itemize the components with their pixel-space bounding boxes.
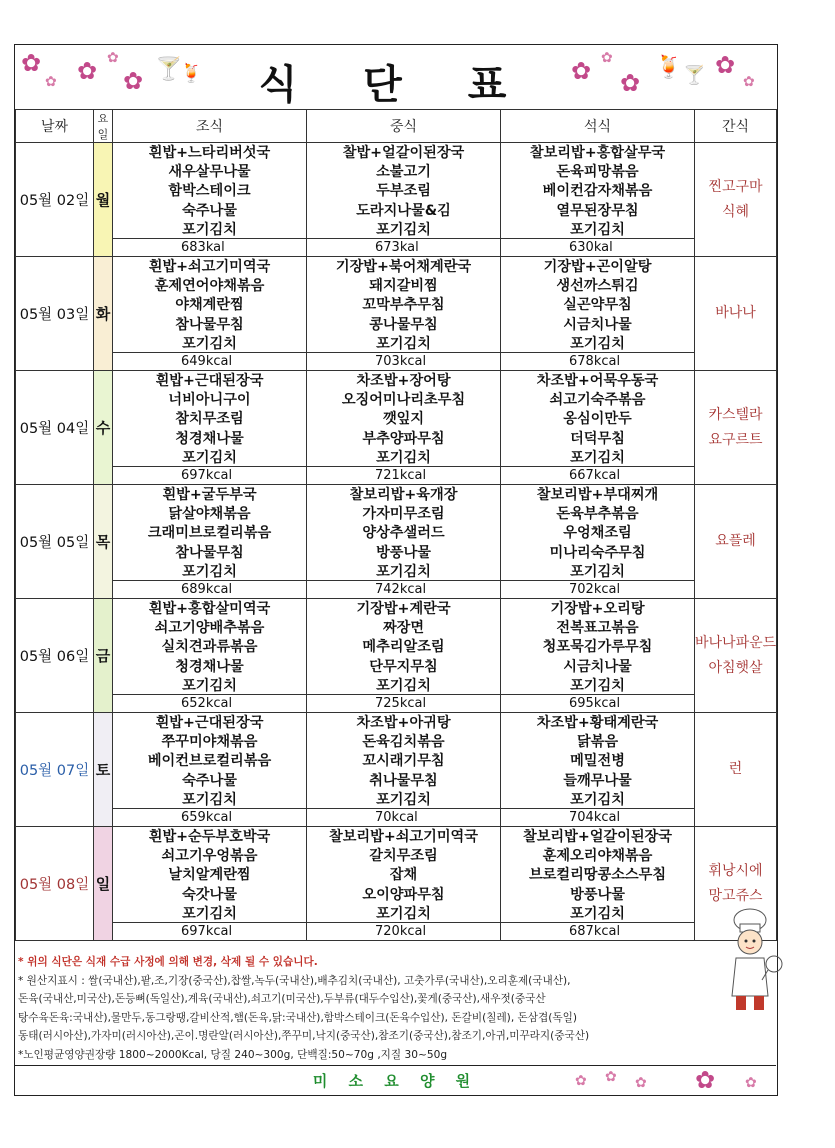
kcal-value: 687kcal xyxy=(501,922,694,940)
snack-item: 요구르트 xyxy=(708,431,763,448)
breakfast-cell xyxy=(113,599,307,713)
dish-item: 시금치나물 xyxy=(563,658,632,675)
dinner-cell xyxy=(501,485,695,599)
table-row xyxy=(16,485,777,599)
flower-icon: ✿ xyxy=(635,1075,647,1091)
dish-item: 기장밥+북어채계란국 xyxy=(335,259,472,275)
date-cell: 05월 02일 xyxy=(16,143,94,257)
dish-list xyxy=(307,257,500,352)
dish-item: 청경채나물 xyxy=(175,430,244,447)
lunch-cell xyxy=(307,599,501,713)
table-row xyxy=(16,371,777,485)
lunch-cell xyxy=(307,713,501,827)
dish-item: 기장밥+계란국 xyxy=(356,601,451,617)
dish-item: 야채계란찜 xyxy=(175,297,244,314)
dish-item: 흰밥+굴두부국 xyxy=(162,487,257,503)
dish-item: 찰보리밥+얼갈이된장국 xyxy=(523,829,672,845)
kcal-value: 702kcal xyxy=(501,580,694,598)
dish-item: 돈육부추볶음 xyxy=(556,506,639,523)
snack-item: 바나나파운드 xyxy=(695,634,777,651)
table-row xyxy=(16,713,777,827)
dish-item: 흰밥+근대된장국 xyxy=(155,715,264,731)
dish-list xyxy=(113,827,306,922)
kcal-value: 673kal xyxy=(307,238,500,256)
dish-item: 숙갓나물 xyxy=(182,886,237,903)
dish-item: 포기김치 xyxy=(570,449,625,466)
dish-item: 양상추샐러드 xyxy=(362,525,445,542)
lunch-cell xyxy=(307,485,501,599)
dish-list xyxy=(307,485,500,580)
dish-item: 차조밥+장어탕 xyxy=(356,373,451,389)
header-dinner: 석식 xyxy=(501,110,695,143)
breakfast-cell xyxy=(113,371,307,485)
dish-item: 베이컨감자채볶음 xyxy=(542,183,653,200)
dish-item: 포기김치 xyxy=(376,449,431,466)
dish-item: 포기김치 xyxy=(182,221,237,238)
table-row xyxy=(16,599,777,713)
kcal-value: 720kcal xyxy=(307,922,500,940)
dish-item: 포기김치 xyxy=(182,791,237,808)
header-snack: 간식 xyxy=(695,110,777,143)
dish-item: 들깨무나물 xyxy=(563,772,632,789)
note-line: 동태(러시아산),가자미(러시아산),곤이.명란알(러시아산),쭈꾸미,낙지(중국산),참조기(중국산),참조기,아귀,미꾸라지(중국산) xyxy=(18,1030,590,1043)
kcal-value: 630kal xyxy=(501,238,694,256)
flower-icon: ✿ xyxy=(21,49,42,77)
snack-item: 런 xyxy=(728,761,743,777)
dish-item: 닭볶음 xyxy=(576,734,619,751)
kcal-value: 695kcal xyxy=(501,694,694,712)
dish-item: 차조밥+아귀탕 xyxy=(356,715,451,731)
dish-item: 단무지무침 xyxy=(369,658,438,675)
breakfast-cell xyxy=(113,827,307,941)
dish-item: 닭살야채볶음 xyxy=(168,506,251,523)
dish-item: 포기김치 xyxy=(376,677,431,694)
lunch-cell xyxy=(307,371,501,485)
dish-item: 참나물무침 xyxy=(175,544,244,561)
flower-icon: ✿ xyxy=(695,1066,716,1094)
flower-icon: ✿ xyxy=(743,74,755,90)
dish-item: 생선까스튀김 xyxy=(556,278,639,295)
kcal-value: 697kcal xyxy=(113,922,306,940)
dish-item: 시금치나물 xyxy=(563,316,632,333)
dish-item: 쇠고기양배추볶음 xyxy=(154,620,265,637)
header-lunch: 중식 xyxy=(307,110,501,143)
title-band xyxy=(15,45,776,110)
dinner-cell xyxy=(501,371,695,485)
kcal-value: 697kcal xyxy=(113,466,306,484)
dish-item: 흰밥+근대된장국 xyxy=(155,373,264,389)
weekday-cell: 월 xyxy=(94,143,113,257)
dish-item: 쭈꾸미야채볶음 xyxy=(161,734,258,751)
snack-item: 요플레 xyxy=(715,533,756,549)
snack-cell xyxy=(695,371,777,485)
dish-item: 꼬막부추무침 xyxy=(362,297,445,314)
dish-item: 옹심이만두 xyxy=(563,411,632,428)
dish-item: 우엉채조림 xyxy=(563,525,632,542)
snack-cell xyxy=(695,143,777,257)
dish-item: 포기김치 xyxy=(570,221,625,238)
snack-cell xyxy=(695,485,777,599)
dish-item: 포기김치 xyxy=(182,563,237,580)
dish-item: 참나물무침 xyxy=(175,316,244,333)
dish-item: 포기김치 xyxy=(570,791,625,808)
footer-band xyxy=(15,1065,776,1096)
facility-name: 미 소 요 양 원 xyxy=(312,1072,479,1090)
date-cell: 05월 07일 xyxy=(16,713,94,827)
date-cell: 05월 05일 xyxy=(16,485,94,599)
dinner-cell xyxy=(501,713,695,827)
dish-item: 너비아니구이 xyxy=(168,392,251,409)
kcal-value: 703kcal xyxy=(307,352,500,370)
kcal-value: 649kcal xyxy=(113,352,306,370)
dish-item: 차조밥+황태계란국 xyxy=(536,715,659,731)
cocktail-icon: 🍹 xyxy=(180,63,203,84)
date-cell: 05월 03일 xyxy=(16,257,94,371)
note-line: 돈육(국내산,미국산),돈등뼈(독일산),계육(국내산),쇠고기(미국산),두부류(대두수입산),꽃게(중국산),새우젓(중국산 xyxy=(18,993,546,1006)
dish-item: 꼬시래기무침 xyxy=(362,753,445,770)
dish-item: 전복표고볶음 xyxy=(556,620,639,637)
dish-item: 훈제연어야채볶음 xyxy=(154,278,265,295)
dish-item: 잡채 xyxy=(389,867,418,884)
dish-item: 깻잎지 xyxy=(382,411,425,428)
dish-item: 브로컬리땅콩소스무침 xyxy=(528,867,667,884)
dish-item: 더덕무침 xyxy=(570,430,625,447)
note-line: 탕수육돈육:국내산),물만두,동그랑땡,갈비산적,햄(돈육,닭:국내산),함박스테이크(돈육수입산), 돈갈비(칠레), 돈삼겹(독일) xyxy=(18,1011,577,1024)
menu-table xyxy=(15,109,777,941)
dish-list xyxy=(113,143,306,238)
dish-item: 찰보리밥+홍합살무국 xyxy=(529,145,666,161)
weekday-cell: 화 xyxy=(94,257,113,371)
flower-icon: ✿ xyxy=(715,51,736,79)
dish-item: 오징어미나리초무침 xyxy=(341,392,466,409)
page-title: 식 단 표 xyxy=(258,62,533,108)
dish-item: 가자미무조림 xyxy=(362,506,445,523)
dish-item: 기장밥+곤이알탕 xyxy=(543,259,652,275)
dish-item: 날치알계란찜 xyxy=(168,867,251,884)
weekday-cell: 목 xyxy=(94,485,113,599)
snack-item: 식혜 xyxy=(721,203,750,220)
breakfast-cell xyxy=(113,485,307,599)
dish-item: 찰보리밥+육개장 xyxy=(349,487,458,503)
dish-item: 새우살무나물 xyxy=(168,164,251,181)
chef-illustration xyxy=(718,906,788,1016)
snack-cell xyxy=(695,257,777,371)
flower-icon: ✿ xyxy=(571,57,592,85)
dish-item: 찰보리밥+부대찌개 xyxy=(536,487,659,503)
dish-list xyxy=(113,599,306,694)
kcal-value: 683kal xyxy=(113,238,306,256)
dish-list xyxy=(113,713,306,808)
dish-item: 흰밥+느타리버섯국 xyxy=(148,145,271,161)
dish-list xyxy=(501,143,694,238)
snack-item: 망고쥬스 xyxy=(708,887,763,904)
dish-item: 도라지나물&김 xyxy=(356,202,451,219)
lunch-cell xyxy=(307,827,501,941)
dish-item: 오이양파무침 xyxy=(362,886,445,903)
dish-item: 돈육피망볶음 xyxy=(556,164,639,181)
dish-item: 열무된장무침 xyxy=(556,202,639,219)
dish-item: 포기김치 xyxy=(570,563,625,580)
flower-icon: ✿ xyxy=(575,1073,587,1089)
weekday-cell: 토 xyxy=(94,713,113,827)
kcal-value: 725kcal xyxy=(307,694,500,712)
dinner-cell xyxy=(501,827,695,941)
notes xyxy=(18,953,758,1065)
dish-item: 기장밥+오리탕 xyxy=(550,601,645,617)
flower-icon: ✿ xyxy=(605,1069,617,1085)
table-row xyxy=(16,143,777,257)
dish-item: 갈치무조림 xyxy=(369,848,438,865)
dish-item: 청경채나물 xyxy=(175,658,244,675)
kcal-value: 667kcal xyxy=(501,466,694,484)
note-line: * 원산지표시 : 쌀(국내산),팥,조,기장(중국산),찹쌀,녹두(국내산),배추김치(국내산), 고춧가루(국내산),오리훈제(국내산), xyxy=(18,974,571,987)
dish-item: 방풍나물 xyxy=(570,886,625,903)
menu-sheet xyxy=(14,44,778,1096)
dish-list xyxy=(113,257,306,352)
snack-item: 찐고구마 xyxy=(708,178,763,195)
breakfast-cell xyxy=(113,257,307,371)
snack-item: 아침햇살 xyxy=(708,659,763,676)
dish-item: 크래미브로컬리볶음 xyxy=(147,525,272,542)
dish-item: 부추양파무침 xyxy=(362,430,445,447)
dish-item: 돈육김치볶음 xyxy=(362,734,445,751)
dinner-cell xyxy=(501,599,695,713)
kcal-value: 704kcal xyxy=(501,808,694,826)
dish-item: 함박스테이크 xyxy=(168,183,251,200)
flower-icon: ✿ xyxy=(620,69,641,97)
dish-item: 돼지갈비찜 xyxy=(369,278,438,295)
dish-item: 두부조림 xyxy=(376,183,431,200)
dish-item: 베이컨브로컬리볶음 xyxy=(147,753,272,770)
dish-list xyxy=(501,599,694,694)
dish-list xyxy=(501,371,694,466)
dish-list xyxy=(501,485,694,580)
dish-item: 찰보리밥+쇠고기미역국 xyxy=(329,829,478,845)
dish-item: 취나물무침 xyxy=(369,772,438,789)
snack-item: 휘낭시에 xyxy=(708,862,763,879)
dish-list xyxy=(307,713,500,808)
flower-icon: ✿ xyxy=(745,1075,757,1091)
dish-item: 포기김치 xyxy=(376,335,431,352)
weekday-cell: 금 xyxy=(94,599,113,713)
dish-list xyxy=(501,713,694,808)
header-row xyxy=(16,110,777,143)
date-cell: 05월 06일 xyxy=(16,599,94,713)
flower-icon: ✿ xyxy=(601,50,613,66)
breakfast-cell xyxy=(113,713,307,827)
date-cell: 05월 08일 xyxy=(16,827,94,941)
dish-item: 포기김치 xyxy=(182,905,237,922)
lunch-cell xyxy=(307,257,501,371)
dish-item: 훈제오리야채볶음 xyxy=(542,848,653,865)
weekday-cell: 수 xyxy=(94,371,113,485)
flower-icon: ✿ xyxy=(45,74,57,90)
table-row xyxy=(16,257,777,371)
cocktail-icon: 🍹 xyxy=(655,55,683,80)
table-row xyxy=(16,827,777,941)
dish-item: 실치견과류볶음 xyxy=(161,639,258,656)
breakfast-cell xyxy=(113,143,307,257)
snack-cell xyxy=(695,713,777,827)
date-cell: 05월 04일 xyxy=(16,371,94,485)
note-line: * 위의 식단은 식재 수급 사정에 의해 변경, 삭제 될 수 있습니다. xyxy=(18,956,318,968)
snack-cell xyxy=(695,599,777,713)
dish-list xyxy=(501,827,694,922)
dish-list xyxy=(307,827,500,922)
dish-item: 짜장면 xyxy=(382,620,425,637)
dish-list xyxy=(113,485,306,580)
header-date: 날짜 xyxy=(16,110,94,143)
dish-item: 차조밥+어묵우동국 xyxy=(536,373,659,389)
dish-item: 쇠고기숙주볶음 xyxy=(549,392,646,409)
kcal-value: 742kcal xyxy=(307,580,500,598)
dish-item: 참치무조림 xyxy=(175,411,244,428)
dish-item: 쇠고기우엉볶음 xyxy=(161,848,258,865)
dish-list xyxy=(501,257,694,352)
dish-list xyxy=(307,599,500,694)
dish-item: 방풍나물 xyxy=(376,544,431,561)
dish-item: 흰밥+순두부호박국 xyxy=(148,829,271,845)
dish-item: 찰밥+얼갈이된장국 xyxy=(342,145,465,161)
kcal-value: 652kcal xyxy=(113,694,306,712)
dish-item: 메추리알조림 xyxy=(362,639,445,656)
dish-item: 포기김치 xyxy=(182,335,237,352)
dish-item: 포기김치 xyxy=(182,449,237,466)
dish-item: 미나리숙주무침 xyxy=(549,544,646,561)
dish-list xyxy=(307,143,500,238)
flower-icon: ✿ xyxy=(123,67,144,95)
dish-item: 포기김치 xyxy=(570,905,625,922)
dish-list xyxy=(113,371,306,466)
weekday-cell: 일 xyxy=(94,827,113,941)
dish-list xyxy=(307,371,500,466)
header-breakfast: 조식 xyxy=(113,110,307,143)
cocktail-icon: 🍸 xyxy=(155,57,183,82)
dish-item: 포기김치 xyxy=(376,791,431,808)
flower-icon: ✿ xyxy=(77,57,98,85)
snack-item: 바나나 xyxy=(715,305,756,321)
snack-item: 카스텔라 xyxy=(708,406,763,423)
dish-item: 포기김치 xyxy=(182,677,237,694)
kcal-value: 70kcal xyxy=(307,808,500,826)
header-dow: 요일 xyxy=(94,110,113,143)
cocktail-icon: 🍸 xyxy=(683,65,706,86)
dinner-cell xyxy=(501,143,695,257)
dinner-cell xyxy=(501,257,695,371)
dish-item: 포기김치 xyxy=(376,221,431,238)
note-line: *노인평균영양권장량 1800~2000Kcal, 당질 240~300g, 단백질:50~70g ,지질 30~50g xyxy=(18,1048,448,1061)
dish-item: 청포묵김가루무침 xyxy=(542,639,653,656)
kcal-value: 689kcal xyxy=(113,580,306,598)
dish-item: 포기김치 xyxy=(376,905,431,922)
flower-icon: ✿ xyxy=(107,50,119,66)
dish-item: 숙주나물 xyxy=(182,202,237,219)
kcal-value: 678kcal xyxy=(501,352,694,370)
dish-item: 포기김치 xyxy=(570,677,625,694)
dish-item: 콩나물무침 xyxy=(369,316,438,333)
dish-item: 소불고기 xyxy=(376,164,431,181)
lunch-cell xyxy=(307,143,501,257)
dish-item: 메밀전병 xyxy=(570,753,625,770)
dish-item: 흰밥+홍합살미역국 xyxy=(148,601,271,617)
dish-item: 흰밥+쇠고기미역국 xyxy=(148,259,271,275)
kcal-value: 659kcal xyxy=(113,808,306,826)
dish-item: 포기김치 xyxy=(376,563,431,580)
dish-item: 숙주나물 xyxy=(182,772,237,789)
dish-item: 실곤약무침 xyxy=(563,297,632,314)
kcal-value: 721kcal xyxy=(307,466,500,484)
dish-item: 포기김치 xyxy=(570,335,625,352)
